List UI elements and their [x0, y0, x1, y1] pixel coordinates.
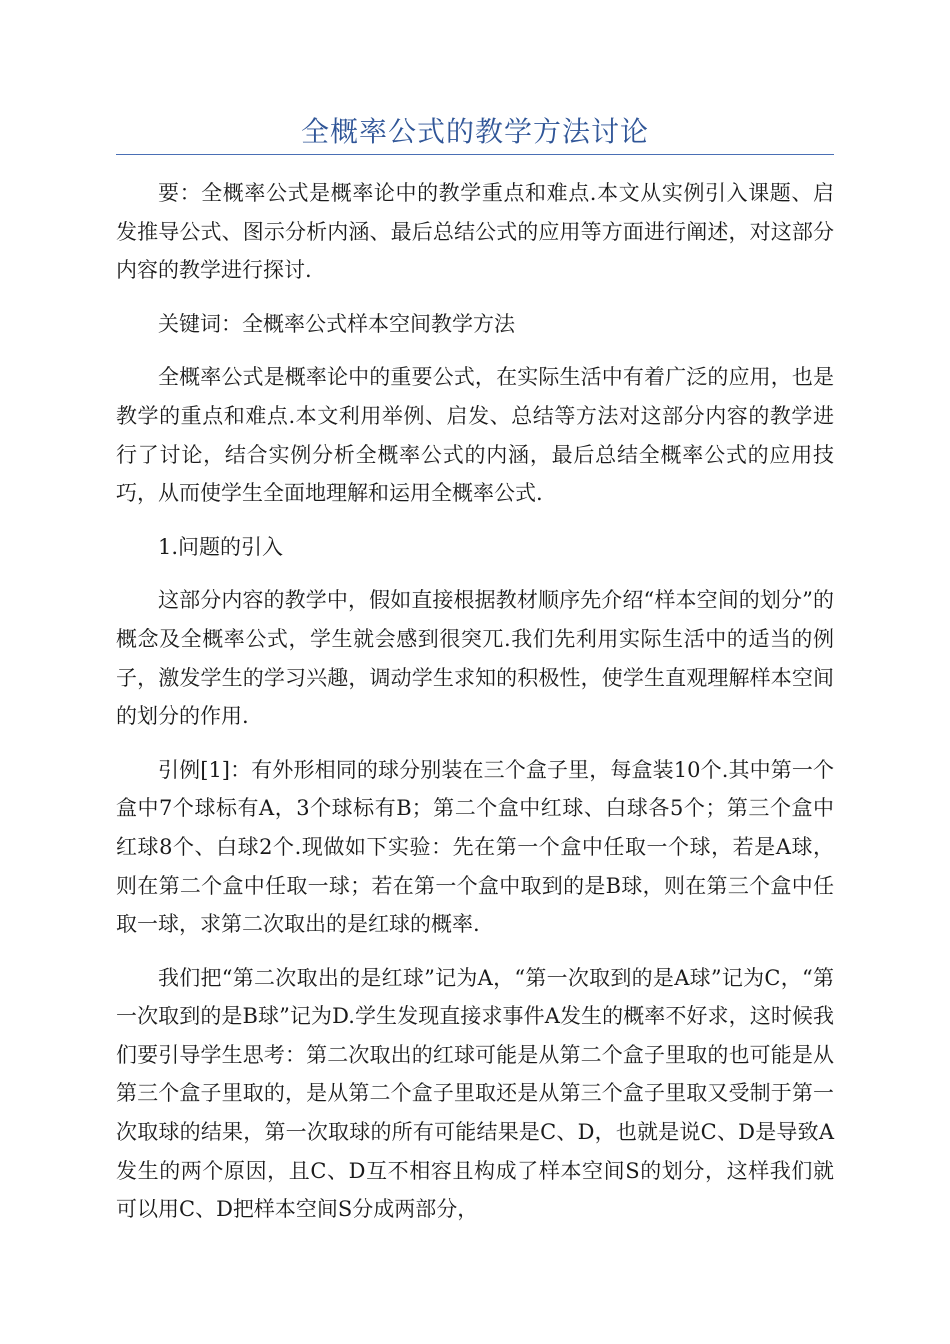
section-heading: 1.问题的引入: [158, 534, 284, 559]
keywords-paragraph: 关键词：全概率公式样本空间教学方法: [158, 311, 515, 336]
example-paragraph: 引例[1]：有外形相同的球分别装在三个盒子里，每盒装10个.其中第一个盒中7个球标有A，3个球标有B；第二个盒中红球、白球各5个；第三个盒中红球8个、白球2个.现做如下实验：先在第一个盒中任取一个球，若是A球，则在第二个盒中任取一球；若在第一个盒中取到的是B球，则在第三个盒中任取一球，求第二次取出的是红球的概率.: [116, 757, 834, 937]
title-underline: [116, 154, 834, 155]
document-body: [116, 174, 834, 1244]
body-paragraph: 我们把“第二次取出的是红球”记为A，“第一次取到的是A球”记为C，“第一次取到的是B球”记为D.学生发现直接求事件A发生的概率不好求，这时候我们要引导学生思考：第二次取出的红球可能是从第二个盒子里取的也可能是从第三个盒子里取的，是从第二个盒子里取还是从第三个盒子里取又受制于第一次取球的结果，第一次取球的所有可能结果是C、D，也就是说C、D是导致A发生的两个原因，且C、D互不相容且构成了样本空间S的划分，这样我们就可以用C、D把样本空间S分成两部分，: [116, 965, 834, 1222]
intro-paragraph: 全概率公式是概率论中的重要公式，在实际生活中有着广泛的应用，也是教学的重点和难点.本文利用举例、启发、总结等方法对这部分内容的教学进行了讨论，结合实例分析全概率公式的内涵，最后总结全概率公式的应用技巧，从而使学生全面地理解和运用全概率公式.: [116, 365, 834, 506]
body-paragraph: 这部分内容的教学中，假如直接根据教材顺序先介绍“样本空间的划分”的概念及全概率公式，学生就会感到很突兀.我们先利用实际生活中的适当的例子，激发学生的学习兴趣，调动学生求知的积极性，使学生直观理解样本空间的划分的作用.: [116, 588, 834, 729]
document-title: 全概率公式的教学方法讨论: [300, 115, 649, 148]
abstract-paragraph: 要：全概率公式是概率论中的教学重点和难点.本文从实例引入课题、启发推导公式、图示分析内涵、最后总结公式的应用等方面进行阐述，对这部分内容的教学进行探讨.: [116, 181, 834, 283]
